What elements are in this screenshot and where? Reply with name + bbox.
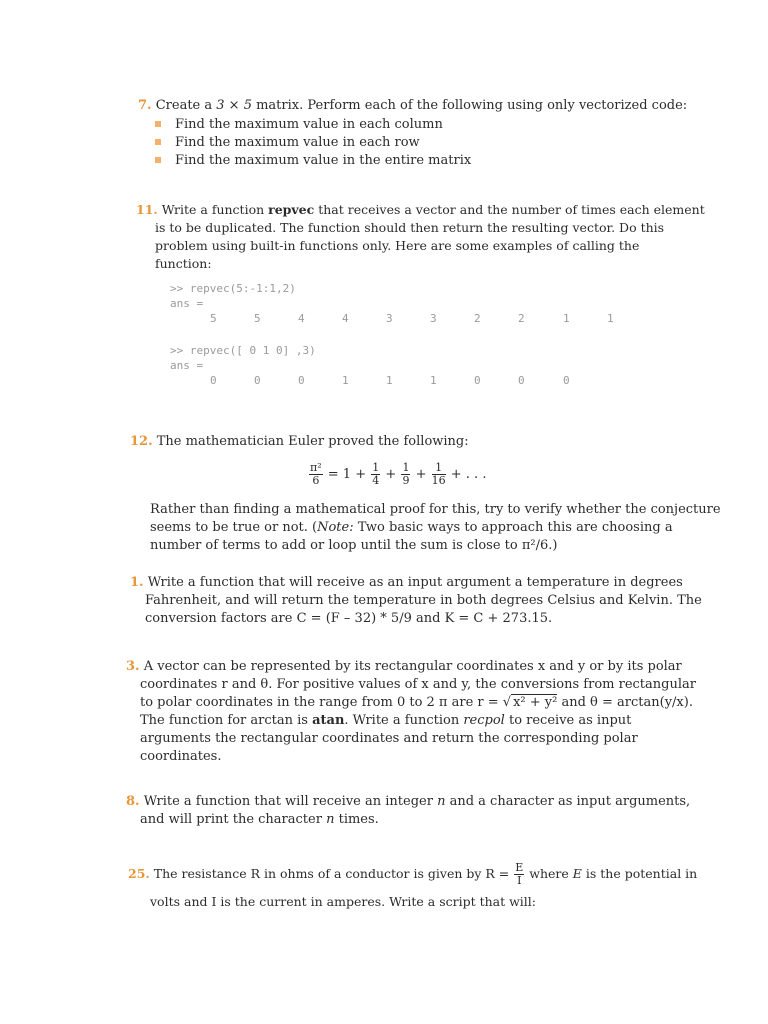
problem-11: 11. Write a function repvec that receives a vector and the number of times each element is to be duplicated. The function should then return the resulting vector. Do this problem using built-in functions only. Here are some examples of calling the function: — [136, 202, 705, 271]
problem-number: 1. — [130, 575, 144, 590]
problem-7: 7. Create a 3 × 5 matrix. Perform each of the following using only vectorized code: — [138, 98, 688, 113]
bullet-item: Find the maximum value in each row — [155, 134, 420, 152]
function-name: atan — [312, 713, 345, 728]
bullet-square-icon — [155, 139, 161, 145]
bullet-square-icon — [155, 157, 161, 163]
code-example-1: >> repvec(5:-1:1,2) ans = — [170, 282, 296, 310]
problem-8: 8. Write a function that will receive an integer n and a character as input arguments, and will print the character n times. — [126, 794, 691, 827]
problem-number: 11. — [136, 202, 158, 217]
problem-1: 1. Write a function that will receive as an input argument a temperature in degrees Fahrenheit, and will return the temperature in both degrees Celsius and Kelvin. The conversion factors are C = (F – 32) * 5/9 and K = C + 273.15. — [130, 575, 702, 626]
code-example-2: >> repvec([ 0 1 0] ,3) ans = — [170, 344, 316, 372]
bullet-square-icon — [155, 121, 161, 127]
problem-12-body: Rather than finding a mathematical proof for this, try to verify whether the conjecture seems to be true or not. (Note: Two basic ways to approach this are choosing a number of terms to add or loop until the sum is close to π²/6.) — [150, 502, 721, 553]
problem-number: 25. — [128, 866, 150, 881]
problem-12: 12. The mathematician Euler proved the following: — [130, 434, 469, 449]
bullet-item: Find the maximum value in each column — [155, 116, 443, 134]
bullet-item: Find the maximum value in the entire matrix — [155, 152, 471, 170]
problem-25: 25. The resistance R in ohms of a conductor is given by R = $\frac{E}{I}$ where E is the potential in volts and I is the current in amperes. Write a script that will: — [128, 861, 698, 909]
function-name: recpol — [463, 713, 505, 728]
problem-3: 3. A vector can be represented by its rectangular coordinates x and y or by its polar coordinates r and θ. For positive values of x and y, the conversions from rectangular to polar coordinates in the range from 0 to 2 π are r = √ x² + y² and θ = arctan(y/x). The function for arctan is atan. Write a function recpol to receive as input arguments the rectangular coordinates and return the corresponding polar coordinates. — [126, 659, 696, 764]
problem-number: 3. — [126, 659, 140, 674]
problem-number: 7. — [138, 98, 152, 113]
problem-number: 8. — [126, 794, 140, 809]
function-name: repvec — [268, 202, 315, 217]
problem-number: 12. — [130, 434, 153, 449]
euler-formula: $\frac{\text{π²}}{6}$ = 1 + $\frac{1}{4}$ + $\frac{1}{9}$ + $\frac{1}{16}$ + . . . — [310, 461, 487, 487]
